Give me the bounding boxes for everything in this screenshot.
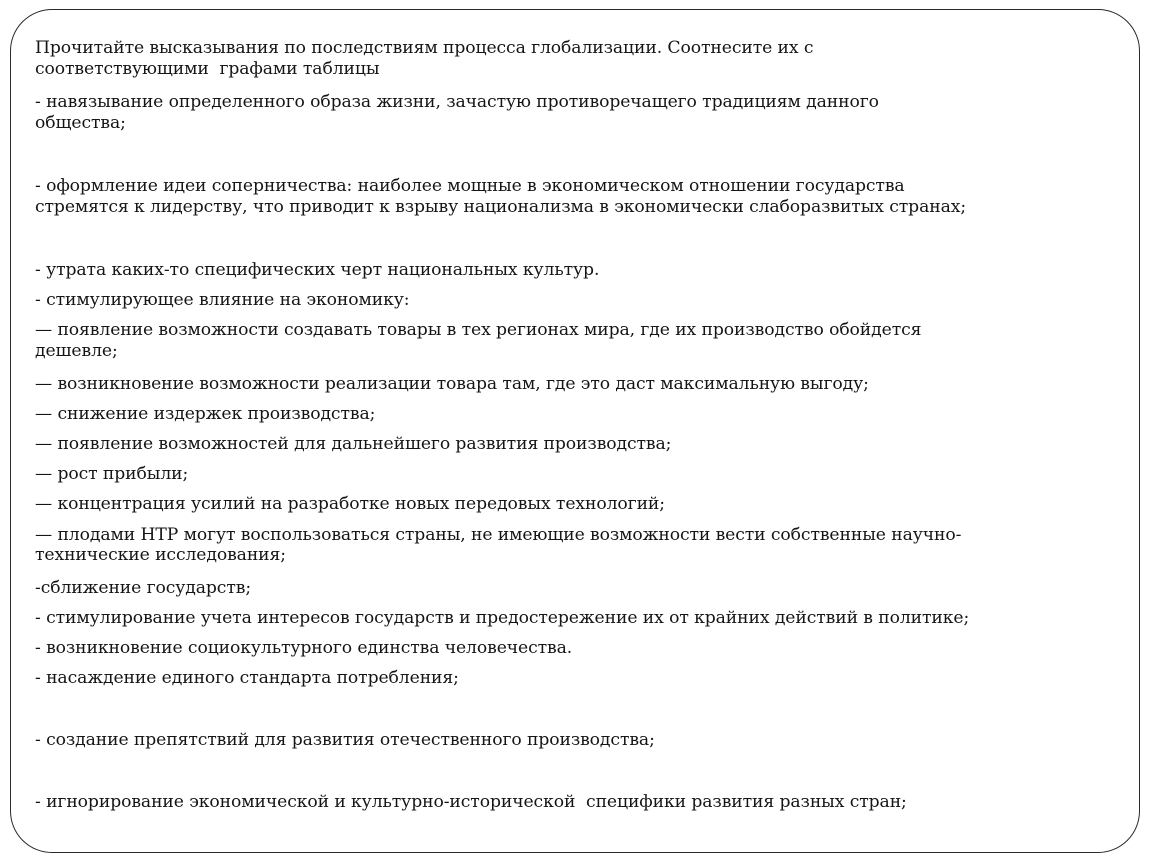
item-7: — снижение издержек производства; — [35, 404, 376, 424]
slide-frame — [10, 9, 1140, 853]
item-16: - создание препятствий для развития отечественного производства; — [35, 730, 655, 750]
item-10: — концентрация усилий на разработке новых передовых технологий; — [35, 494, 665, 514]
item-8: — появление возможностей для дальнейшего развития производства; — [35, 434, 672, 454]
item-11-line-2: технические исследования; — [35, 545, 286, 565]
item-9: — рост прибыли; — [35, 464, 189, 484]
item-5-line-2: дешевле; — [35, 341, 118, 361]
item-15: - насаждение единого стандарта потребления; — [35, 668, 459, 688]
item-14: - возникновение социокультурного единства человечества. — [35, 638, 573, 658]
item-4: - стимулирующее влияние на экономику: — [35, 290, 410, 310]
item-11-line-1: — плодами НТР могут воспользоваться страны, не имеющие возможности вести собственные научно- — [35, 525, 962, 545]
instruction-line-1: Прочитайте высказывания по последствиям процесса глобализации. Соотнесите их с — [35, 38, 814, 58]
item-6: — возникновение возможности реализации товара там, где это даст максимальную выгоду; — [35, 374, 869, 394]
item-1-line-1: - навязывание определенного образа жизни, зачастую противоречащего традициям данного — [35, 92, 879, 112]
item-3: - утрата каких-то специфических черт национальных культур. — [35, 260, 600, 280]
item-2-line-1: - оформление идеи соперничества: наиболее мощные в экономическом отношении государства — [35, 176, 905, 196]
item-1-line-2: общества; — [35, 113, 126, 133]
item-2-line-2: стремятся к лидерству, что приводит к взрыву национализма в экономически слаборазвитых странах; — [35, 197, 967, 217]
item-13: - стимулирование учета интересов государств и предостережение их от крайних действий в политике; — [35, 608, 970, 628]
item-12: -сближение государств; — [35, 578, 252, 598]
instruction-line-2: соответствующими графами таблицы — [35, 59, 380, 79]
item-17: - игнорирование экономической и культурно-исторической специфики развития разных стран; — [35, 792, 907, 812]
item-5-line-1: — появление возможности создавать товары в тех регионах мира, где их производство обойдется — [35, 320, 922, 340]
